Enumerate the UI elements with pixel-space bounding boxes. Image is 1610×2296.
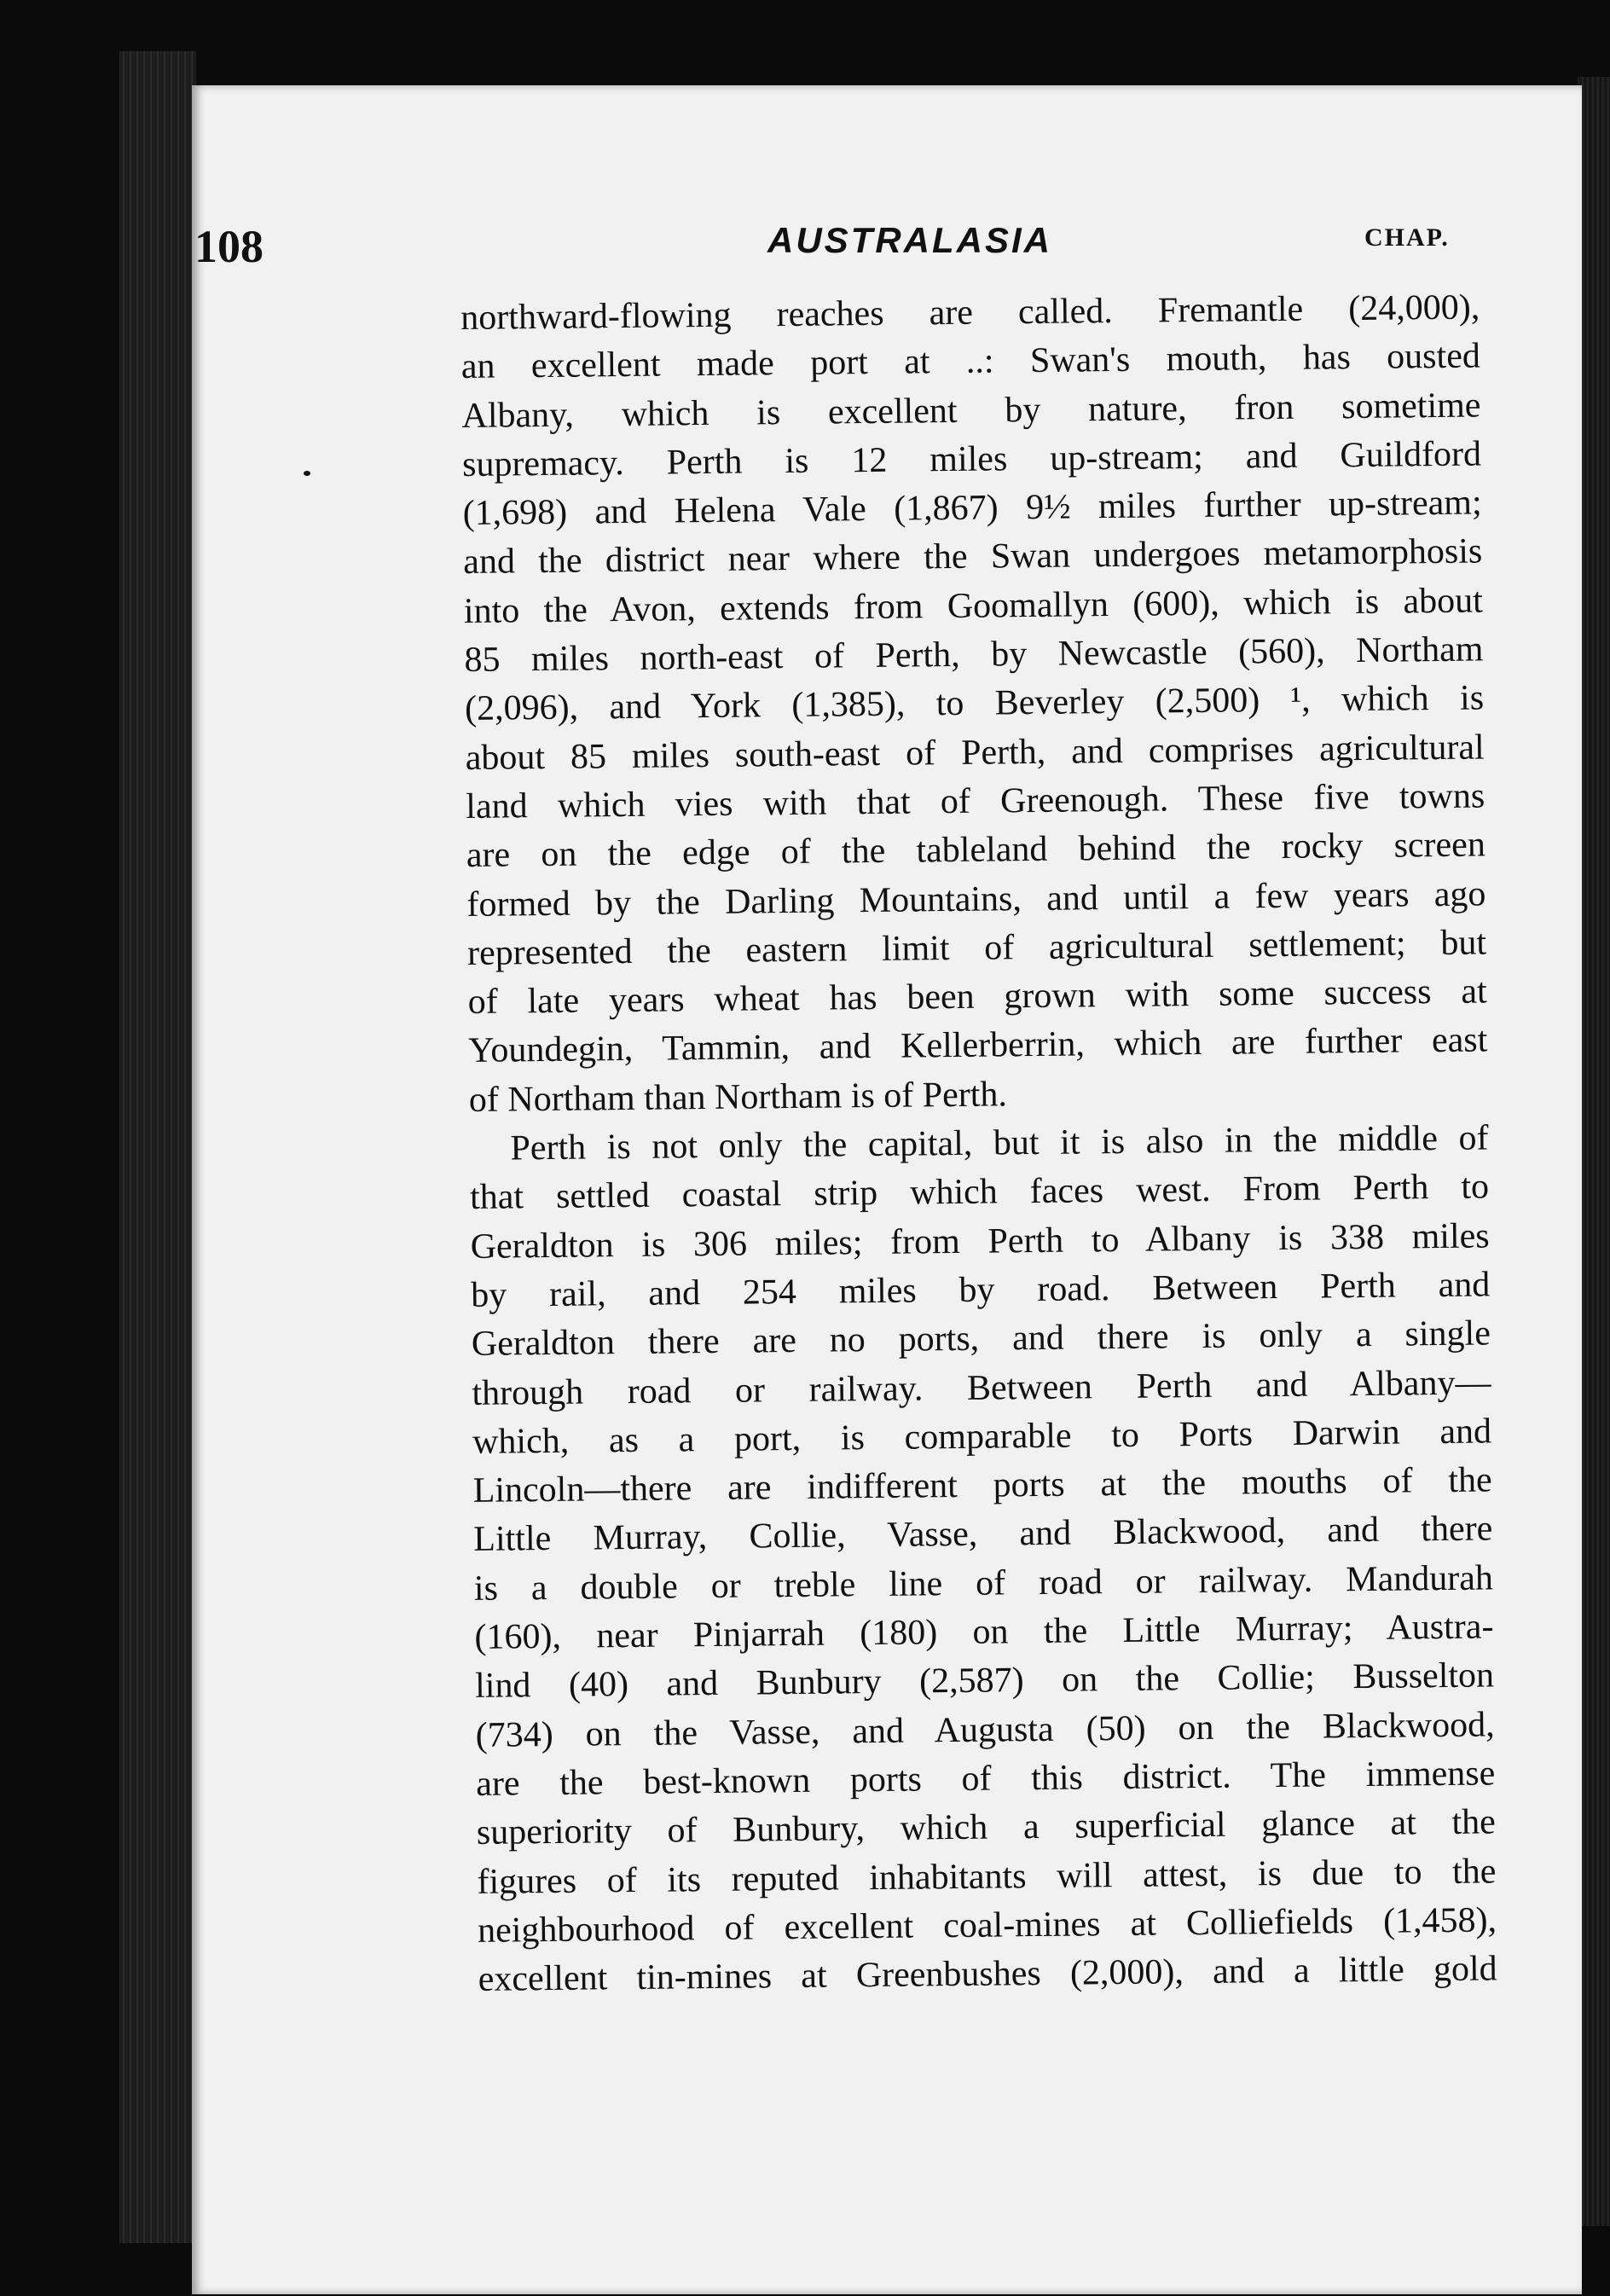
text-line: figures of its reputed inhabitants will attest, is due to the	[477, 1851, 1497, 1902]
text-line: Geraldton there are no ports, and there is only a single	[471, 1313, 1491, 1365]
text-line: an excellent made port at ..: Swan's mouth, has ousted	[460, 336, 1481, 387]
text-line: northward-flowing reaches are called. Fremantle (24,000),	[460, 287, 1480, 338]
page-number: 108	[194, 221, 264, 272]
text-line: represented the eastern limit of agricultural settlement; but	[466, 923, 1487, 973]
text-line: excellent tin-mines at Greenbushes (2,000), and a little gold	[478, 1949, 1497, 1999]
text-line: land which vies with that of Greenough. These five towns	[466, 776, 1485, 826]
running-title: AUSTRALASIA	[767, 220, 1052, 260]
text-line: (1,698) and Helena Vale (1,867) 9½ miles further up-stream;	[462, 483, 1482, 534]
text-line: which, as a port, is comparable to Ports Darwin and	[472, 1412, 1492, 1462]
text-line: are the best-known ports of this district. The immense	[476, 1754, 1496, 1804]
text-line: Little Murray, Collie, Vasse, and Blackwood, and there	[473, 1509, 1493, 1560]
text-line: (734) on the Vasse, and Augusta (50) on the Blackwood,	[475, 1705, 1495, 1755]
dust-speck	[304, 471, 310, 476]
text-line: are on the edge of the tableland behind the rocky screen	[466, 825, 1486, 876]
text-line: by rail, and 254 miles by road. Between Perth and	[471, 1265, 1491, 1315]
text-line: through road or railway. Between Perth and Albany—	[472, 1362, 1491, 1413]
text-line: superiority of Bunbury, which a superficial glance at the	[476, 1802, 1497, 1853]
text-line: and the district near where the Swan undergoes metamorphosis	[463, 531, 1483, 583]
text-line: supremacy. Perth is 12 miles up-stream; and Guildford	[461, 434, 1482, 484]
book-page-edges-left	[119, 51, 196, 2243]
text-line: (160), near Pinjarrah (180) on the Little Murray; Austra-	[474, 1607, 1494, 1657]
text-line: Perth is not only the capital, but it is also in the middle of	[510, 1118, 1489, 1168]
paragraph	[460, 283, 1488, 1125]
text-line: Geraldton is 306 miles; from Perth to Albany is 338 miles	[470, 1216, 1490, 1267]
text-line: into the Avon, extends from Goomallyn (600), which is about	[463, 581, 1484, 631]
text-line: lind (40) and Bunbury (2,587) on the Collie; Busselton	[474, 1655, 1495, 1707]
text-line: (2,096), and York (1,385), to Beverley (2,500) ¹, which is	[464, 678, 1485, 729]
text-line: neighbourhood of excellent coal-mines at Colliefields (1,458),	[477, 1900, 1497, 1951]
book-page-edges-right	[1578, 77, 1610, 2226]
text-line: Albany, which is excellent by nature, fron sometime	[461, 386, 1481, 436]
chapter-label: CHAP.	[1364, 223, 1450, 252]
text-line: Lincoln—there are indifferent ports at the mouths of the	[472, 1460, 1492, 1511]
text-line: that settled coastal strip which faces west. From Perth to	[469, 1167, 1490, 1218]
text-line: is a double or treble line of road or railway. Mandurah	[473, 1558, 1494, 1609]
text-line: formed by the Darling Mountains, and until a few years ago	[466, 874, 1486, 925]
paragraph	[469, 1114, 1497, 2004]
text-line: of late years wheat has been grown with some success at	[467, 971, 1487, 1023]
body-text	[460, 283, 1497, 2004]
text-line: about 85 miles south-east of Perth, and comprises agricultural	[465, 728, 1485, 778]
text-line: of Northam than Northam is of Perth.	[468, 1075, 1008, 1120]
text-line: Youndegin, Tammin, and Kellerberrin, which are further east	[468, 1020, 1488, 1071]
text-line: 85 miles north-east of Perth, by Newcastle (560), Northam	[464, 629, 1484, 681]
